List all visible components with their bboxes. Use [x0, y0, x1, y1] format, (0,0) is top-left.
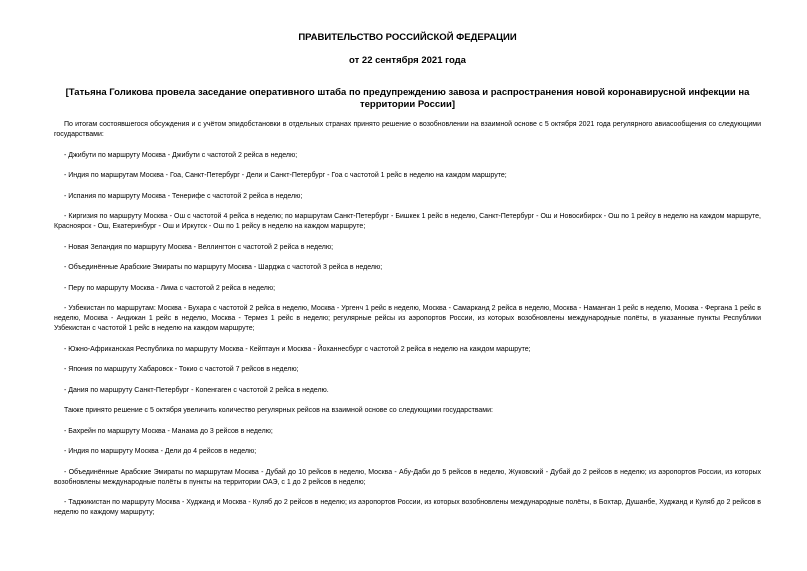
list-item: - Киргизия по маршруту Москва - Ош с частотой 4 рейса в неделю; по маршрутам Санкт-Петербург - Бишкек 1 рейс в неделю, Санкт-Петербург - Ош и Новосибирск - Ош по 1 рейсу в неделю на каждом маршруте, Красноярск - Ош, Екатеринбург - Ош и Иркутск - Ош по 1 рейсу в неделю на каждом маршруте; [54, 213, 761, 230]
list-item: - Объединённые Арабские Эмираты по маршруту Москва - Шарджа с частотой 3 рейса в неделю; [64, 264, 383, 271]
paragraph-intro: По итогам состоявшегося обсуждения и с учётом эпидобстановки в отдельных странах принято решение о возобновлении на взаимной основе с 5 октября 2021 года регулярного авиасообщения со следующими государствами: [54, 121, 761, 138]
list-item: - Новая Зеландия по маршруту Москва - Веллингтон с частотой 2 рейса в неделю; [64, 243, 334, 251]
list-item: - Индия по маршруту Москва - Дели до 4 рейсов в неделю; [64, 448, 257, 455]
list-item: - Индия по маршрутам Москва - Гоа, Санкт-Петербург - Дели и Санкт-Петербург - Гоа с частотой 1 рейс в неделю на каждом маршруте; [64, 172, 507, 179]
list-item: - Перу по маршруту Москва - Лима с частотой 2 рейса в неделю; [64, 284, 276, 292]
document-title: [Татьяна Голикова провела заседание оперативного штаба по предупреждению завоза и распространения новой коронавирусной инфекции на территории России] [65, 87, 750, 110]
list-item: - Бахрейн по маршруту Москва - Манама до 3 рейсов в неделю; [64, 427, 273, 435]
list-item: - Южно-Африканская Республика по маршруту Москва - Кейптаун и Москва - Йоханнесбург с частотой 2 рейса в неделю на каждом маршруте; [64, 345, 531, 353]
list-item: - Таджикистан по маршруту Москва - Худжанд и Москва - Куляб до 2 рейсов в неделю; из аэропортов России, из которых возобновлены международные полёты, в Бохтар, Душанбе, Худжанд и Куляб до 2 рейсов в неделю по каждому маршруту; [54, 499, 761, 516]
list-item: - Дания по маршруту Санкт-Петербург - Копенгаген с частотой 2 рейса в неделю. [64, 386, 329, 394]
document-date: от 22 сентября 2021 года [349, 55, 466, 66]
document-body [54, 120, 761, 518]
document-organization: ПРАВИТЕЛЬСТВО РОССИЙСКОЙ ФЕДЕРАЦИИ [298, 32, 517, 43]
list-item: - Джибути по маршруту Москва - Джибути с частотой 2 рейса в неделю; [64, 151, 298, 159]
list-item: - Узбекистан по маршрутам: Москва - Бухара с частотой 2 рейса в неделю, Москва - Ургенч 1 рейс в неделю, Москва - Самарканд 2 рейса в неделю, Москва - Наманган 1 рейс в неделю, Москва - Фергана 1 рейс в неделю, Москва - Андижан 1 рейс в неделю, Москва - Термез 1 рейс в неделю; регулярные рейсы из аэропортов России, из которых возобновлены международные полёты, в указанные пункты Республики Узбекистан с частотой 1 рейс в неделю на каждом маршруте; [54, 305, 761, 332]
list-item: - Япония по маршруту Хабаровск - Токио с частотой 7 рейсов в неделю; [64, 366, 299, 373]
list-item: - Объединённые Арабские Эмираты по маршрутам Москва - Дубай до 10 рейсов в неделю, Москва - Абу-Даби до 5 рейсов в неделю, Жуковский - Дубай до 2 рейсов в неделю; из аэропортов России, из которых возобновлены международные полёты в пункты на территории ОАЭ, с 1 до 2 рейсов в неделю; [54, 468, 761, 486]
list-item: - Испания по маршруту Москва - Тенерифе с частотой 2 рейса в неделю; [64, 192, 303, 200]
paragraph-increase-intro: Также принято решение с 5 октября увеличить количество регулярных рейсов на взаимной основе со следующими государствами: [64, 407, 493, 414]
